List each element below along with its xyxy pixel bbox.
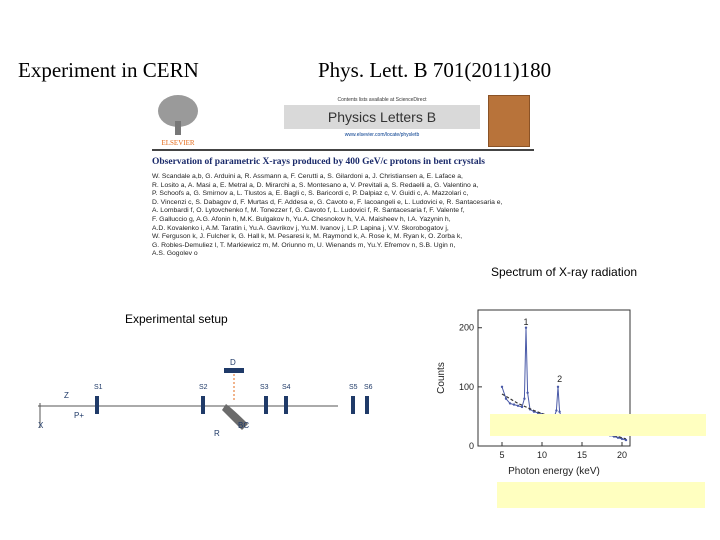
slide-heading-left: Experiment in CERN — [18, 58, 199, 82]
detector-d — [224, 368, 244, 373]
detector-d-label: D — [230, 358, 236, 367]
highlight-box-2 — [497, 482, 705, 508]
paper-divider — [152, 149, 534, 151]
spectrum-point — [509, 402, 511, 404]
x-tick-label: 15 — [576, 450, 588, 460]
spectrum-caption: Spectrum of X-ray radiation — [491, 265, 638, 279]
journal-header — [284, 91, 480, 146]
author-line: G. Robles-Demuliez l, T. Markiewicz m, M. Oriunno m, U. Wienands m, Yu.Y. Efremov n, S.B. Ugin n, — [152, 241, 456, 249]
station-s3 — [264, 396, 268, 414]
elsevier-tree-icon — [152, 91, 204, 149]
spectrum-point — [617, 437, 619, 439]
author-line: W. Scandale a,b, G. Arduini a, R. Assmann a, F. Cerutti a, S. Gilardoni a, J. Christiansen a, E. Laface a, — [152, 173, 463, 180]
spectrum-point — [555, 409, 557, 411]
author-line: W. Ferguson k, J. Fulcher k, G. Hall k, M. Pesaresi k, M. Raymond k, A. Rose k, M. Ryan k, O. Zorba k, — [152, 233, 463, 241]
journal-name-bar — [284, 105, 480, 129]
setup-caption: Experimental setup — [125, 312, 228, 326]
paper-title: Observation of parametric X-rays produced by 400 GeV/c protons in bent crystals — [152, 157, 485, 167]
spectrum-point — [526, 392, 528, 394]
station-s6-bar — [365, 396, 369, 414]
y-tick-label: 200 — [458, 322, 474, 333]
station-s5-text: S5 — [349, 384, 358, 391]
chart-plot-area — [436, 310, 630, 477]
author-line: P. Schoofs a, G. Smirnov a, L. Tlustos a, E. Bagli c, S. Baricordi c, P. Dalpiaz c, V. Guidi c, A. Mazzolari c, — [152, 190, 469, 198]
station-s5-s6-group — [345, 380, 385, 416]
peak-label: 2 — [557, 374, 563, 385]
spectrum-point — [517, 405, 519, 407]
spectrum-point — [501, 386, 503, 388]
station-s6-text: S6 — [364, 384, 373, 391]
spectrum-point — [557, 386, 559, 388]
x-tick-label: 10 — [536, 450, 548, 460]
journal-banner: Contents lists available at ScienceDirect — [337, 97, 427, 103]
paper-header-image — [152, 91, 534, 261]
author-line: A. Lombardi f, O. Lytovchenko f, M. Tonezzer f, G. Cavoto f, L. Ludovici f, R. Santacesaria f, F. Valente f, — [152, 207, 465, 215]
x-tick-label: 5 — [499, 450, 505, 460]
author-line: A.S. Gogolev o — [152, 250, 198, 258]
bent-crystal-label: BC — [238, 421, 250, 430]
station-s4 — [284, 396, 288, 414]
slide-heading-right: Phys. Lett. B 701(2011)180 — [318, 58, 552, 82]
svg-text:ELSEVIER: ELSEVIER — [161, 139, 195, 147]
author-line: R. Losito a, A. Masi a, E. Metral a, D. Mirarchi a, S. Montesano a, V. Previtali a, S. Redaelli a, G. Valentino a, — [152, 181, 479, 189]
spectrum-point — [523, 397, 525, 399]
spectrum-point — [513, 403, 515, 405]
station-s1-label: S1 — [94, 384, 103, 391]
journal-name: Physics Letters B — [327, 109, 437, 125]
rotation-label: R — [214, 429, 220, 438]
station-s1 — [95, 396, 99, 414]
highlight-box-1 — [490, 414, 706, 436]
station-s3-label: S3 — [260, 384, 269, 391]
proton-label: P+ — [74, 411, 85, 420]
xray-spectrum-chart — [430, 296, 720, 486]
spectrum-point — [558, 411, 560, 413]
y-tick-label: 0 — [468, 441, 474, 451]
author-line: F. Galluccio g, A.G. Afonin h, M.K. Bulgakov h, Yu.A. Chesnokov h, V.A. Maisheev h, I.A. Yazynin h, — [152, 216, 451, 223]
station-s2-label: S2 — [199, 384, 208, 391]
elsevier-logo — [152, 91, 204, 149]
journal-cover — [488, 95, 530, 147]
x-tick-label: 20 — [616, 450, 628, 460]
experimental-setup-diagram — [38, 358, 338, 448]
spectrum-point — [521, 406, 523, 408]
author-line: A.D. Kovalenko i, A.M. Taratin i, Yu.A. Gavrikov j, Yu.M. Ivanov j, L.P. Lapina j, V.V. Skorobogatov j, — [152, 224, 449, 232]
station-s2 — [201, 396, 205, 414]
peak-label: 1 — [523, 316, 529, 327]
station-s5-bar — [351, 396, 355, 414]
spectrum-point — [505, 397, 507, 399]
station-s4-label: S4 — [282, 384, 291, 391]
author-line: D. Vincenzi c, S. Dabagov d, F. Murtas d, F. Addesa e, G. Cavoto e, F. Iacoangeli e, L. Ludovici e, R. Santacesaria e, — [152, 198, 503, 206]
x-axis-label: X — [38, 421, 44, 430]
x-axis-title: Photon energy (keV) — [508, 466, 600, 477]
spectrum-point — [525, 327, 527, 329]
z-axis-label: Z — [64, 391, 69, 400]
y-axis-title: Counts — [436, 362, 447, 394]
y-tick-label: 100 — [458, 381, 474, 392]
journal-url: www.elsevier.com/locate/physletb — [344, 132, 420, 138]
